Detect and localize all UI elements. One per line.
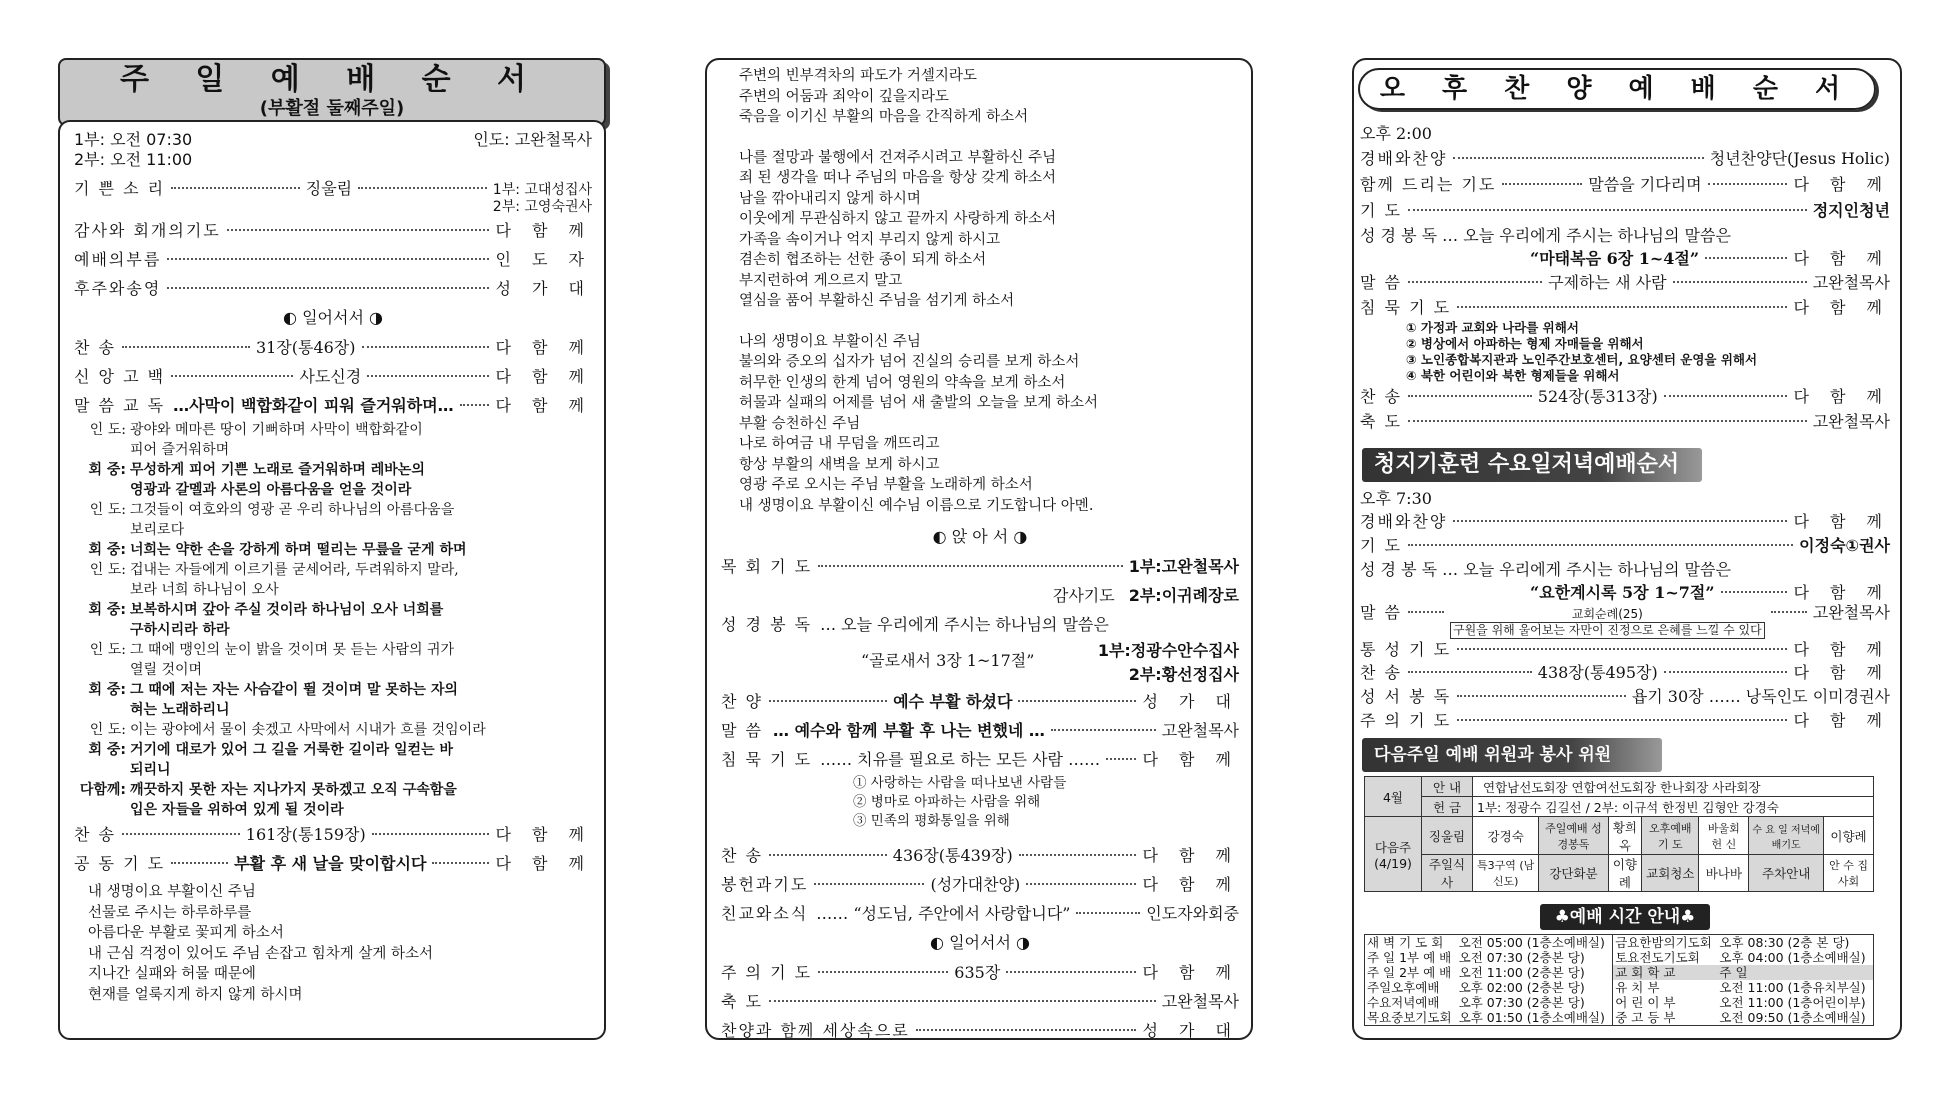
row-person: 다 함 께 (495, 854, 593, 873)
row-person: 다 함 께 (495, 396, 592, 415)
prayer-line: 나로 하여금 내 무덤을 깨뜨리고 (739, 436, 940, 452)
order-row (74, 820, 592, 849)
next-week-table (1364, 776, 1874, 892)
reading-text: 보복하시며 갚아 주실 것이라 하나님이 오사 너희를 (130, 602, 444, 618)
table-head: 징울림 (1422, 817, 1473, 855)
prayer-line: 선물로 주시는 하루하루를 (88, 904, 252, 921)
order-row (721, 958, 1239, 987)
row-label: 공 동 기 도 (74, 854, 166, 873)
row-person: 다 함 께 (1793, 387, 1891, 406)
row-person: 고완철목사 (1812, 273, 1890, 292)
row-person: 청년찬양단(Jesus Holic) (1709, 149, 1890, 168)
order-row (721, 581, 1239, 610)
table-cell: 강경숙 (1473, 817, 1539, 855)
reading-text: 무성하게 피어 기쁜 노래로 즐거워하며 레바논의 (130, 462, 425, 478)
row-item: 욥기 30장 …… 낭독인도 이미경권사 (1631, 687, 1890, 706)
row-person: 다 함 께 (495, 825, 593, 844)
row-label: 함께 드리는 기도 (1360, 175, 1497, 194)
service-time: 오전 05:00 (1층소예배실) (1458, 935, 1605, 950)
row-item: 438장(통495장) (1537, 663, 1658, 682)
table-cell: 이향례 (1824, 817, 1874, 855)
order-row (1360, 639, 1890, 661)
time-2: 2부: 오전 11:00 (74, 150, 193, 169)
scripture-ref: “골로새서 3장 1~17절” (861, 651, 1035, 670)
prayer-item: ④ 북한 어린이와 북한 형제들을 위해서 (1406, 368, 1620, 383)
row-label: 감사기도 (1052, 586, 1115, 605)
row-label: 친교와소식 (721, 904, 809, 923)
speaker: 인 도: (89, 642, 126, 658)
prayer-item: ② 병마로 아파하는 사람을 위해 (853, 794, 1041, 810)
wednesday-content (1360, 488, 1890, 733)
row-person: 고완철목사 (1812, 603, 1891, 622)
service-name: 수요저녁예배 (1367, 995, 1440, 1010)
row-person: 정지인청년 (1812, 201, 1890, 220)
prayer-line: 내 생명이요 부활이신 주님 (88, 884, 256, 900)
service-time: 오후 04:00 (1층소예배실) (1719, 950, 1866, 965)
speaker: 회 중: (88, 682, 126, 698)
table-head: 안 내 (1422, 777, 1473, 797)
table-row (1365, 950, 1874, 965)
table-row (1365, 965, 1874, 980)
standing-note: ◐ 일어서서 ◑ (930, 933, 1030, 952)
prayer-line: 허무한 인생의 한계 넘어 영원의 약속을 보게 하소서 (739, 374, 1066, 391)
responsive-line (74, 600, 592, 640)
order-row (1360, 661, 1890, 685)
reading-text: 이는 광야에서 물이 솟겠고 사막에서 시내가 흐를 것임이라 (130, 722, 486, 738)
table-cell: 바울회 헌 신 (1699, 817, 1749, 855)
prayer-line: 죄 된 생각을 떠나 주님의 마음을 항상 갖게 하소서 (739, 170, 1057, 186)
service-time: 주 일 (1717, 965, 1873, 980)
reading-text: 피어 즐거워하며 (130, 442, 230, 458)
wednesday-time: 오후 7:30 (1360, 489, 1432, 508)
row-label: 말 씀 교 독 (74, 396, 166, 415)
middle-panel (705, 58, 1253, 1040)
week-cell (1365, 817, 1422, 892)
service-time: 오후 01:50 (1층소예배실) (1458, 1010, 1605, 1025)
row-person: 1부: 고대성집사 (492, 182, 592, 198)
reading-text: 입은 자들을 위하여 있게 될 것이라 (130, 802, 344, 818)
row-label: 봉헌과기도 (721, 875, 809, 894)
speaker: 다함께: (79, 782, 126, 798)
table-cell: 황희옥 (1608, 817, 1642, 855)
sermon-series: 교회순례(25) (1571, 607, 1643, 621)
order-row (74, 849, 592, 878)
prayer-item: ③ 민족의 평화통일을 위해 (853, 813, 1010, 829)
service-time: 오전 11:00 (1층유치부실) (1719, 980, 1866, 995)
prayer-line: 열심을 품어 부활하신 주님을 섬기게 하소서 (739, 293, 1015, 309)
reading-text: 깨끗하지 못한 자는 지나가지 못하겠고 오직 구속함을 (130, 782, 457, 798)
row-item: … 예수와 함께 부활 후 나는 변했네 … (773, 721, 1045, 740)
scripture-intro: 성 경 봉 독 … 오늘 우리에게 주시는 하나님의 말씀은 (1360, 226, 1731, 245)
order-row (721, 987, 1239, 1016)
order-row (1360, 410, 1890, 434)
row-label: 찬양과 함께 세상속으로 (721, 1021, 910, 1040)
row-label: 감사와 회개의기도 (74, 221, 221, 240)
table-row (1365, 935, 1874, 951)
order-row (1360, 198, 1890, 224)
standing-note: ◐ 일어서서 ◑ (283, 308, 383, 327)
row-person: 다 함 께 (1793, 663, 1891, 682)
row-item: 예수 부활 하셨다 (893, 692, 1013, 711)
service-name: 유 치 부 (1613, 980, 1718, 995)
reading-text: 구하시리라 하라 (130, 622, 230, 638)
left-title-box (58, 58, 606, 126)
responsive-line (74, 560, 592, 600)
speaker: 인 도: (89, 502, 126, 518)
prayer-line: 나를 절망과 불행에서 건져주시려고 부활하신 주님 (739, 149, 1057, 166)
service-time: 오전 11:00 (2층본 당) (1458, 965, 1585, 980)
week-label: 다음주 (1374, 839, 1412, 855)
service-name: 주 일 2부 예 배 (1367, 965, 1452, 980)
order-row (1360, 510, 1890, 534)
service-times-title: ♣예배 시간 안내♣ (1540, 904, 1710, 930)
row-item: 524장(통313장) (1537, 387, 1658, 406)
next-week-title: 다음주일 예배 위원과 봉사 위원 (1362, 738, 1662, 772)
row-person: 다 함 께 (495, 367, 592, 386)
table-head: 헌 금 (1422, 797, 1473, 817)
right-content (1360, 122, 1890, 434)
table-cell: 연합남선도회장 연합여선도회장 한나회장 사라회장 (1473, 777, 1874, 797)
row-item: 31장(통46장) (255, 338, 356, 357)
reading-text: 혀는 노래하리니 (130, 702, 230, 718)
prayer-line: 부활 승천하신 주님 (739, 415, 861, 432)
row-label: 기 도 (1360, 536, 1402, 555)
prayer-line: 주변의 빈부격차의 파도가 거셀지라도 (739, 68, 977, 84)
order-row (1360, 172, 1890, 198)
row-label: 성 경 봉 독 (721, 615, 813, 634)
row-item: … 오늘 우리에게 주시는 하나님의 말씀은 (820, 615, 1109, 634)
row-label: 경배와찬양 (1360, 512, 1448, 531)
row-label: 성 서 봉 독 (1360, 687, 1452, 706)
sitting-note: ◐ 앉 아 서 ◑ (932, 527, 1028, 546)
row-label: 기 도 (1360, 201, 1402, 220)
speaker: 회 중: (88, 462, 126, 478)
service-name: 금요한밤의기도회 (1613, 935, 1718, 951)
responsive-line (74, 680, 592, 720)
table-head: 주차안내 (1749, 855, 1824, 892)
time-1: 1부: 오전 07:30 (74, 130, 193, 149)
left-subtitle: (부활절 둘째주일) (259, 98, 405, 119)
row-person: 1부:고완철목사 (1128, 557, 1239, 576)
table-head: 교회청소 (1642, 855, 1699, 892)
row-item: 사도신경 (299, 367, 362, 386)
row-person: 성 가 대 (495, 279, 592, 298)
row-person: 고완철목사 (1161, 992, 1239, 1011)
responsive-line (74, 720, 592, 740)
row-item: 구제하는 새 사람 (1548, 273, 1667, 292)
prayer-line: 주변의 어둠과 죄악이 깊을지라도 (739, 88, 949, 105)
prayer-item: ③ 노인종합복지관과 노인주간보호센터, 요양센터 운영을 위해서 (1406, 352, 1758, 367)
service-name: 주 일 1부 예 배 (1367, 950, 1452, 965)
row-label: 찬 송 (1360, 663, 1402, 682)
row-label: 찬 송 (1360, 387, 1402, 406)
prayer-line: 항상 부활의 새벽을 보게 하시고 (739, 456, 940, 473)
row-item: 부활 후 새 날을 맞이합시다 (234, 854, 427, 873)
order-row (1360, 709, 1890, 733)
responsive-line (74, 540, 592, 560)
order-row (1360, 270, 1890, 296)
row-person: 다 함 께 (1142, 750, 1239, 769)
order-row (1360, 296, 1890, 320)
reading-text: 되리니 (130, 762, 171, 778)
responsive-line (74, 740, 592, 780)
service-name: 새 벽 기 도 회 (1367, 935, 1444, 950)
row-label: 찬 양 (721, 692, 763, 711)
reading-text: 영광과 갈멜과 사론의 아름다움을 얻을 것이라 (130, 482, 412, 498)
prayer-item: ② 병상에서 아파하는 형제 자매들을 위해서 (1406, 336, 1644, 351)
scripture-intro: 성 경 봉 독 … 오늘 우리에게 주시는 하나님의 말씀은 (1360, 560, 1731, 579)
order-row (1360, 534, 1890, 558)
reading-text: 열릴 것이며 (130, 662, 203, 678)
prayer-item: ① 가정과 교회와 나라를 위해서 (1406, 320, 1579, 335)
table-head: 오후예배 기 도 (1642, 817, 1699, 855)
table-row (1365, 1010, 1874, 1026)
service-time: 오후 02:00 (2층본 당) (1458, 980, 1585, 995)
service-name: 어 린 이 부 (1613, 995, 1718, 1010)
row-person: 다 함 께 (1142, 963, 1240, 982)
order-row (721, 610, 1239, 639)
prayer-line: 허물과 실패의 어제를 넘어 새 출발의 오늘을 보게 하소서 (739, 395, 1099, 411)
reading-text: 그것들이 여호와의 영광 곧 우리 하나님의 아름다움을 (130, 502, 455, 518)
row-person: 성 가 대 (1142, 1021, 1239, 1040)
prayer-line: 남을 깎아내리지 않게 하시며 (739, 190, 921, 207)
order-row (1360, 384, 1890, 410)
row-person: 인 도 자 (495, 250, 592, 269)
row-person: 다 함 께 (1793, 711, 1890, 730)
prayer-line: 내 근심 걱정이 있어도 주님 손잡고 힘차게 살게 하소서 (88, 945, 434, 962)
reading-text: 그 때에 맹인의 눈이 밝을 것이며 못 듣는 사람의 귀가 (130, 642, 455, 658)
row-item: 161장(통159장) (245, 825, 366, 844)
order-row (1360, 685, 1890, 709)
table-head: 주일예배 성경봉독 (1539, 817, 1608, 855)
order-row (74, 362, 592, 391)
row-label: 침 묵 기 도 (721, 750, 813, 769)
left-panel (58, 120, 606, 1040)
row-label: 주 의 기 도 (1360, 711, 1452, 730)
row-item: 436장(통439장) (892, 846, 1013, 865)
responsive-line (74, 460, 592, 500)
service-name: 토요전도기도회 (1613, 950, 1718, 965)
prayer-item: ① 사랑하는 사람을 떠나보낸 사람들 (853, 775, 1067, 791)
speaker: 회 중: (88, 602, 126, 618)
row-person: 다 함 께 (1793, 640, 1890, 659)
row-label: 찬 송 (74, 825, 116, 844)
responsive-line (74, 780, 592, 820)
order-row (721, 716, 1239, 745)
order-row (74, 216, 592, 245)
table-cell: 이향례 (1608, 855, 1642, 892)
order-row (74, 174, 592, 216)
row-person: 고완철목사 (1161, 721, 1239, 740)
row-label: 주 의 기 도 (721, 963, 813, 982)
row-person: 다 함 께 (1793, 175, 1891, 194)
row-person: 다 함 께 (1142, 875, 1239, 894)
table-cell: 1부: 정광수 김길선 / 2부: 이규석 한정빈 김형안 강경숙 (1473, 797, 1874, 817)
order-row (1360, 248, 1890, 270)
row-label: 예배의부름 (74, 250, 162, 269)
row-person: 다 함 께 (1793, 583, 1890, 602)
week-date: (4/19) (1374, 855, 1412, 871)
month-cell: 4월 (1365, 777, 1422, 817)
row-label: 말 씀 (1360, 273, 1402, 292)
service-name: 주일오후예배 (1367, 980, 1440, 995)
speaker: 인 도: (89, 422, 126, 438)
row-label: 통 성 기 도 (1360, 640, 1452, 659)
service-time: 오전 09:50 (1층소예배실) (1719, 1010, 1866, 1025)
sermon-title: 구원을 위해 울어보는 자만이 진정으로 은혜를 느낄 수 있다 (1450, 622, 1765, 639)
table-row (1365, 995, 1874, 1010)
row-person: 2부:이귀례장로 (1128, 586, 1239, 605)
prayer-line: 영광 주로 오시는 주님 부활을 노래하게 하소서 (739, 477, 1033, 493)
order-row (1360, 146, 1890, 172)
reading-text: 겁내는 자들에게 이르기를 굳세어라, 두려워하지 말라, (130, 562, 459, 578)
service-name: 목요중보기도회 (1367, 1010, 1452, 1025)
row-label: 신 앙 고 백 (74, 367, 166, 386)
service-time: 오전 07:30 (2층본 당) (1458, 950, 1585, 965)
table-row (1365, 980, 1874, 995)
prayer-line: 내 생명이요 부활이신 예수님 이름으로 기도합니다 아멘. (739, 497, 1094, 514)
row-person: 고완철목사 (1812, 412, 1890, 431)
row-person: 1부:정광수안수집사 (1097, 641, 1239, 660)
order-row (721, 745, 1239, 774)
reading-text: 광야와 메마른 땅이 기뻐하며 사막이 백합화같이 (130, 422, 423, 438)
responsive-line (74, 420, 592, 460)
service-times-table (1364, 934, 1874, 1026)
row-person: 성 가 대 (1142, 692, 1240, 711)
prayer-line: 겸손히 협조하는 선한 종이 되게 하소서 (739, 252, 987, 268)
service-time: 오후 08:30 (2층 본 당) (1719, 935, 1850, 950)
row-label: 찬 송 (721, 846, 763, 865)
scripture-ref: “마태복음 6장 1~4절” (1530, 249, 1700, 268)
row-label: 침 묵 기 도 (1360, 298, 1452, 317)
reading-text: 보라 너희 하나님이 오사 (130, 582, 279, 598)
row-item: 635장 (954, 963, 1001, 982)
order-row (721, 1016, 1239, 1045)
order-row (721, 687, 1239, 716)
left-content (74, 130, 592, 1005)
prayer-line: 가족을 속이거나 억지 부리지 않게 하시고 (739, 231, 1001, 248)
order-row (1360, 582, 1890, 604)
row-item: …… “성도님, 주안에서 사랑합니다” (816, 904, 1071, 923)
order-row (74, 274, 592, 303)
row-person: 2부: 고영숙권사 (492, 199, 592, 215)
row-label: 말 씀 (721, 721, 763, 740)
row-label: 말 씀 (1360, 603, 1402, 622)
table-head: 주일식사 (1422, 855, 1473, 892)
row-item: …사막이 백합화같이 피워 즐거워하며… (173, 396, 454, 415)
order-row (1360, 604, 1890, 639)
row-person: 다 함 께 (495, 338, 592, 357)
prayer-line: 나의 생명이요 부활이신 주님 (739, 333, 921, 350)
row-person: 다 함 께 (1142, 846, 1240, 865)
prayer-line: 아름다운 부활로 꽃피게 하소서 (88, 925, 284, 941)
table-head: 강단화분 (1539, 855, 1608, 892)
reading-text: 너희는 약한 손을 강하게 하며 떨리는 무릎을 굳게 하며 (130, 542, 467, 558)
row-person: 2부:황선정집사 (1128, 665, 1239, 684)
row-label: 후주와송영 (74, 279, 162, 298)
row-item: 말씀을 기다리며 (1588, 175, 1702, 194)
row-label: 축 도 (1360, 412, 1402, 431)
row-item: (성가대찬양) (930, 875, 1021, 894)
row-label: 기 쁜 소 리 (74, 179, 166, 198)
service-name: 중 고 등 부 (1613, 1010, 1718, 1026)
reading-text: 보리로다 (130, 522, 185, 538)
table-cell: 특3구역 (남신도) (1473, 855, 1539, 892)
row-label: 목 회 기 도 (721, 557, 813, 576)
speaker: 인 도: (89, 722, 126, 738)
afternoon-time: 오후 2:00 (1360, 124, 1432, 143)
table-head: 수 요 일 저녁예배기도 (1749, 817, 1824, 855)
order-row (74, 333, 592, 362)
reading-text: 그 때에 저는 자는 사슴같이 뛸 것이며 말 못하는 자의 (130, 682, 458, 698)
prayer-line: 불의와 증오의 십자가 넘어 진실의 승리를 보게 하소서 (739, 354, 1080, 370)
reading-text: 거기에 대로가 있어 그 길을 거룩한 길이라 일컫는 바 (130, 742, 453, 758)
order-row (721, 870, 1239, 899)
prayer-line: 지나간 실패와 허물 때문에 (88, 966, 256, 982)
left-prayer (74, 882, 592, 1005)
row-person: 다 함 께 (1793, 298, 1890, 317)
row-item: …… 치유를 필요로 하는 모든 사람 …… (820, 750, 1101, 769)
right-title: 오 후 찬 양 예 배 순 서 (1358, 68, 1876, 110)
row-person: 인도자와회중 (1146, 904, 1239, 923)
middle-content (721, 66, 1239, 1045)
row-person: 다 함 께 (1793, 512, 1890, 531)
scripture-ref: “요한계시록 5장 1~7절” (1530, 583, 1715, 602)
table-cell: 안 수 집사회 (1824, 855, 1874, 892)
row-label: 경배와찬양 (1360, 149, 1448, 168)
row-person: 이정숙①권사 (1799, 536, 1890, 555)
prayer-line: 현재를 얼룩지게 하지 않게 하시며 (88, 986, 303, 1003)
wednesday-title: 청지기훈련 수요일저녁예배순서 (1362, 448, 1702, 482)
order-row (721, 841, 1239, 870)
responsive-reading (74, 420, 592, 820)
speaker: 회 중: (88, 542, 126, 558)
row-person: 다 함 께 (1793, 249, 1890, 268)
service-name: 교 회 학 교 (1613, 965, 1718, 980)
table-cell: 바나바 (1699, 855, 1749, 892)
row-item: 징울림 (305, 179, 353, 198)
order-row (721, 899, 1239, 928)
prayer-line: 죽음을 이기신 부활의 마음을 간직하게 하소서 (739, 109, 1029, 125)
left-title: 주 일 예 배 순 서 (119, 62, 545, 97)
service-time: 오후 07:30 (2층본 당) (1458, 995, 1585, 1010)
order-row (721, 552, 1239, 581)
prayer-line: 이웃에게 무관심하지 않고 끝까지 사랑하게 하소서 (739, 211, 1057, 227)
row-person: 다 함 께 (495, 221, 592, 240)
speaker: 인 도: (89, 562, 126, 578)
responsive-line (74, 640, 592, 680)
speaker: 회 중: (88, 742, 126, 758)
leader: 인도: 고완철목사 (473, 130, 592, 149)
order-row (74, 391, 592, 420)
responsive-line (74, 500, 592, 540)
prayer-line: 부지런하여 게으르지 말고 (739, 272, 903, 289)
row-label: 찬 송 (74, 338, 116, 357)
order-row (74, 245, 592, 274)
service-time: 오전 11:00 (1층어린이부) (1719, 995, 1866, 1010)
row-label: 축 도 (721, 992, 763, 1011)
